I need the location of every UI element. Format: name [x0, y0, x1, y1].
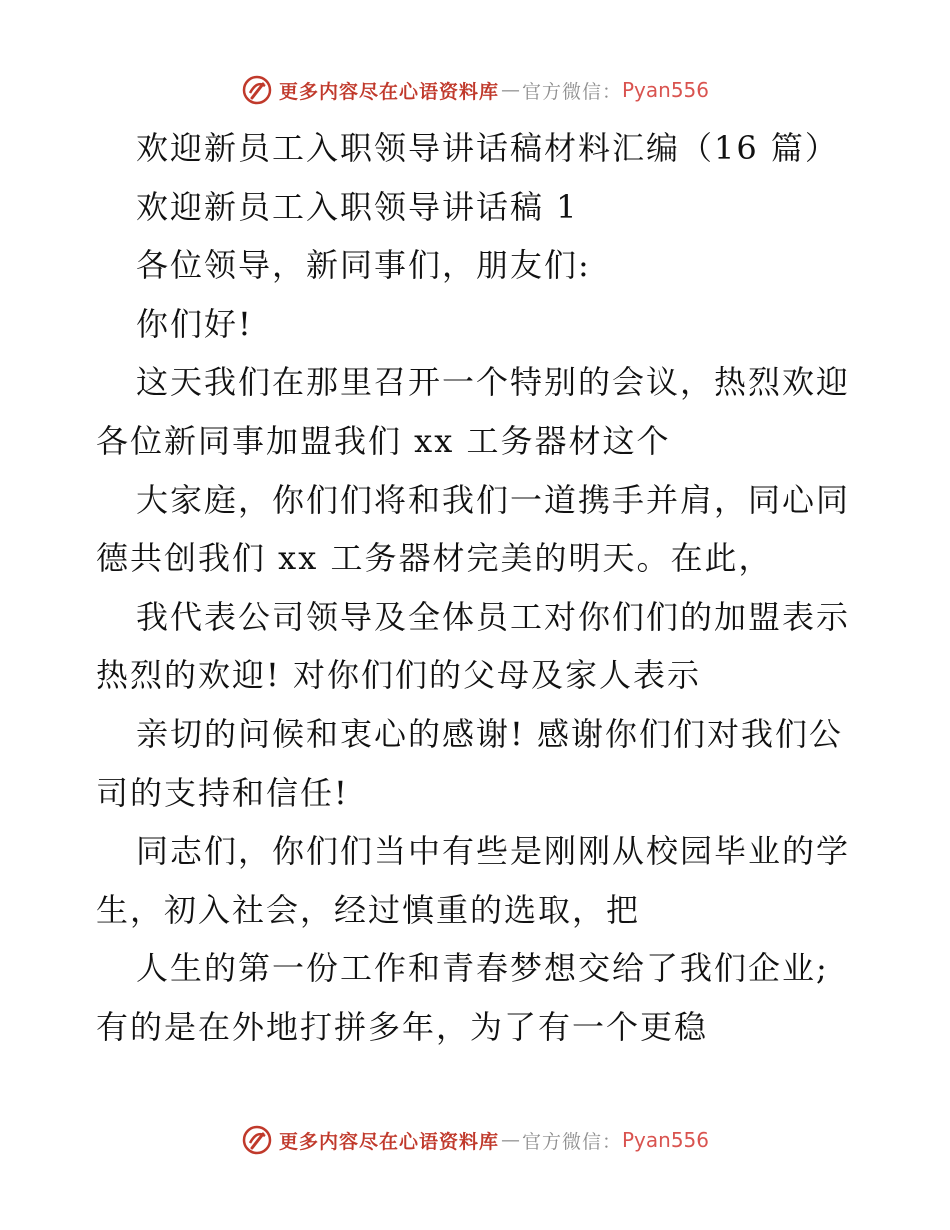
paragraph-line: 人生的第一份工作和青春梦想交给了我们企业;: [136, 949, 829, 988]
paragraph-line: 这天我们在那里召开一个特别的会议，热烈欢迎: [136, 363, 851, 402]
paragraph-line: 大家庭，你们们将和我们一道携手并肩，同心同: [136, 480, 851, 519]
header-wechat-id: Pyan556: [622, 78, 710, 102]
brand-logo-icon: [241, 74, 273, 106]
brand-logo-icon: [241, 1124, 273, 1156]
footer-banner: [0, 1120, 950, 1160]
document-body: [96, 119, 856, 1057]
paragraph-line: 各位新同事加盟我们 xx 工务器材这个: [96, 421, 671, 460]
header-dash: —: [500, 79, 520, 101]
paragraph-line: 我代表公司领导及全体员工对你们们的加盟表示: [136, 597, 851, 636]
footer-wechat-label: 官方微信：: [521, 1130, 622, 1153]
paragraph-line: 同志们，你们们当中有些是刚刚从校园毕业的学: [136, 832, 851, 871]
paragraph-line: 生，初入社会，经过慎重的选取，把: [96, 890, 641, 929]
paragraph-line: 司的支持和信任!: [96, 773, 349, 812]
header-wechat-label: 官方微信：: [521, 80, 622, 103]
section-heading: 欢迎新员工入职领导讲话稿 1: [136, 187, 579, 226]
header-banner: [0, 70, 950, 110]
header-brand-text: 更多内容尽在心语资料库: [278, 80, 499, 103]
paragraph-line: 德共创我们 xx 工务器材完美的明天。在此，: [96, 539, 773, 578]
paragraph-line: 热烈的欢迎! 对你们们的父母及家人表示: [96, 656, 702, 695]
document-title: 欢迎新员工入职领导讲话稿材料汇编（16 篇）: [136, 129, 839, 167]
footer-dash: —: [500, 1129, 520, 1151]
paragraph-line: 亲切的问候和衷心的感谢! 感谢你们们对我们公: [136, 714, 844, 753]
footer-brand-text: 更多内容尽在心语资料库: [278, 1130, 499, 1153]
greeting: 你们好!: [136, 304, 253, 343]
salutation: 各位领导，新同事们，朋友们:: [136, 246, 591, 285]
paragraph-line: 有的是在外地打拼多年，为了有一个更稳: [96, 1007, 709, 1046]
footer-wechat-id: Pyan556: [622, 1128, 710, 1152]
